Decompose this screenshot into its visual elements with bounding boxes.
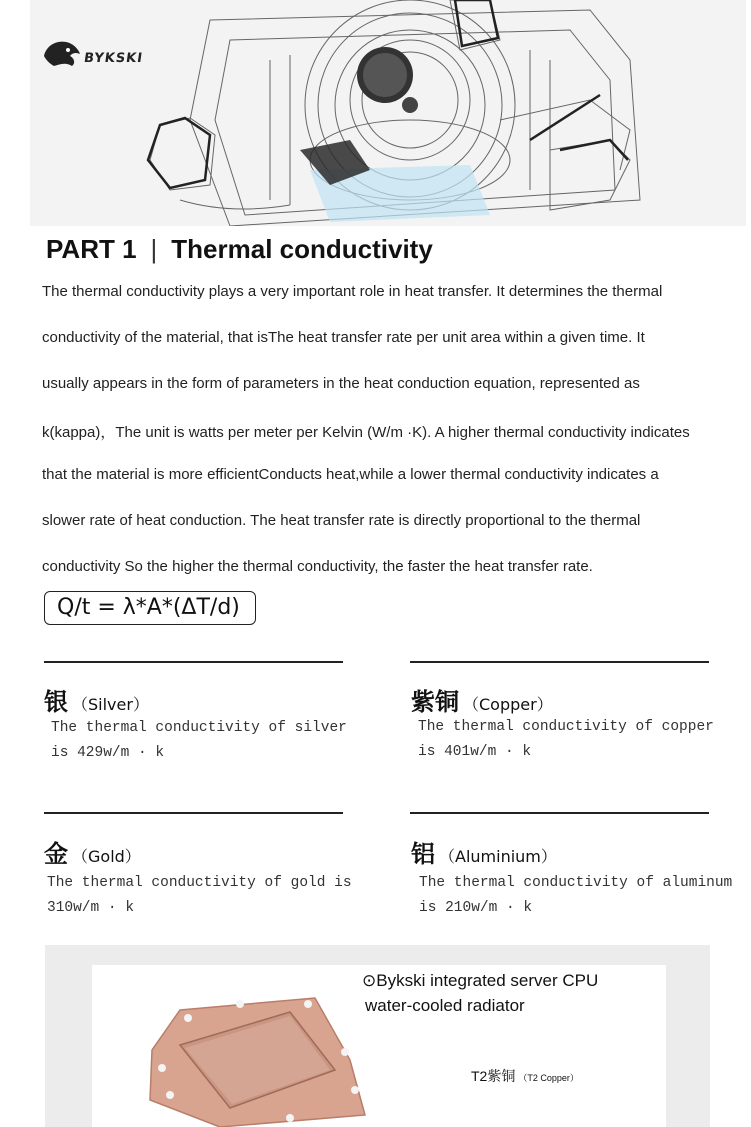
- brand-name: BYKSKI: [82, 51, 145, 66]
- divider-rule: [44, 661, 343, 663]
- part-title: Thermal conductivity: [171, 234, 433, 264]
- divider-rule: [410, 661, 709, 663]
- metal-desc-line: 310w/m · k: [47, 900, 135, 916]
- metal-en: （Silver）: [72, 695, 149, 714]
- intro-line: conductivity So the higher the thermal conductivity, the faster the heat transfer rate.: [42, 558, 593, 575]
- metal-name-aluminium: [411, 834, 557, 869]
- heat-transfer-formula: Q/t = λ*A*(ΔT/d): [44, 591, 256, 625]
- metal-desc-silver: [51, 716, 361, 766]
- metal-name-gold: [44, 834, 141, 869]
- copper-cold-plate-image: [140, 990, 380, 1127]
- metal-cn: 银: [44, 688, 68, 716]
- intro-line: that the material is more efficientConducts heat,while a lower thermal conductivity indicates a: [42, 466, 659, 483]
- metal-desc-line: The thermal conductivity of silver: [51, 720, 347, 736]
- metal-en: （Copper）: [463, 695, 553, 714]
- metal-desc-copper: [418, 715, 728, 765]
- metal-cn: 铝: [411, 840, 435, 868]
- metal-desc-aluminium: [419, 871, 739, 921]
- material-label: [471, 1066, 579, 1086]
- metal-cn: 紫铜: [411, 688, 459, 716]
- water-block-wireframe: [30, 0, 746, 226]
- intro-line: k(kappa)，The unit is watts per meter per Kelvin (W/m ·K). A higher thermal conductivity indicates: [42, 424, 690, 441]
- metal-desc-line: The thermal conductivity of copper: [418, 719, 714, 735]
- part-number: PART 1: [46, 234, 137, 264]
- intro-line: conductivity of the material, that isThe heat transfer rate per unit area within a given time. It: [42, 329, 645, 346]
- metal-name-copper: [411, 682, 553, 717]
- metal-en: （Gold）: [72, 847, 141, 866]
- product-title-line: ⊙Bykski integrated server CPU: [362, 971, 599, 990]
- intro-line: usually appears in the form of parameters in the heat conduction equation, represented as: [42, 375, 640, 392]
- heading-divider: |: [150, 234, 158, 264]
- metal-desc-gold: [47, 871, 357, 921]
- material-label-sub: （T2 Copper）: [518, 1073, 579, 1083]
- metal-desc-line: The thermal conductivity of aluminum: [419, 875, 733, 891]
- metal-name-silver: [44, 682, 149, 717]
- metal-desc-line: is 210w/m · k: [419, 900, 533, 916]
- metal-cn: 金: [44, 840, 68, 868]
- metal-en: （Aluminium）: [439, 847, 557, 866]
- metal-desc-line: The thermal conductivity of gold is: [47, 875, 352, 891]
- hero-illustration: [30, 0, 746, 226]
- material-label-main: T2紫铜: [471, 1068, 516, 1084]
- divider-rule: [410, 812, 709, 814]
- product-title-line: water-cooled radiator: [365, 996, 525, 1015]
- divider-rule: [44, 812, 343, 814]
- intro-line: The thermal conductivity plays a very important role in heat transfer. It determines the thermal: [42, 283, 663, 300]
- section-heading: [46, 234, 433, 265]
- metal-desc-line: is 401w/m · k: [418, 744, 532, 760]
- metal-desc-line: is 429w/m · k: [51, 745, 165, 761]
- intro-line: slower rate of heat conduction. The heat transfer rate is directly proportional to the thermal: [42, 512, 641, 529]
